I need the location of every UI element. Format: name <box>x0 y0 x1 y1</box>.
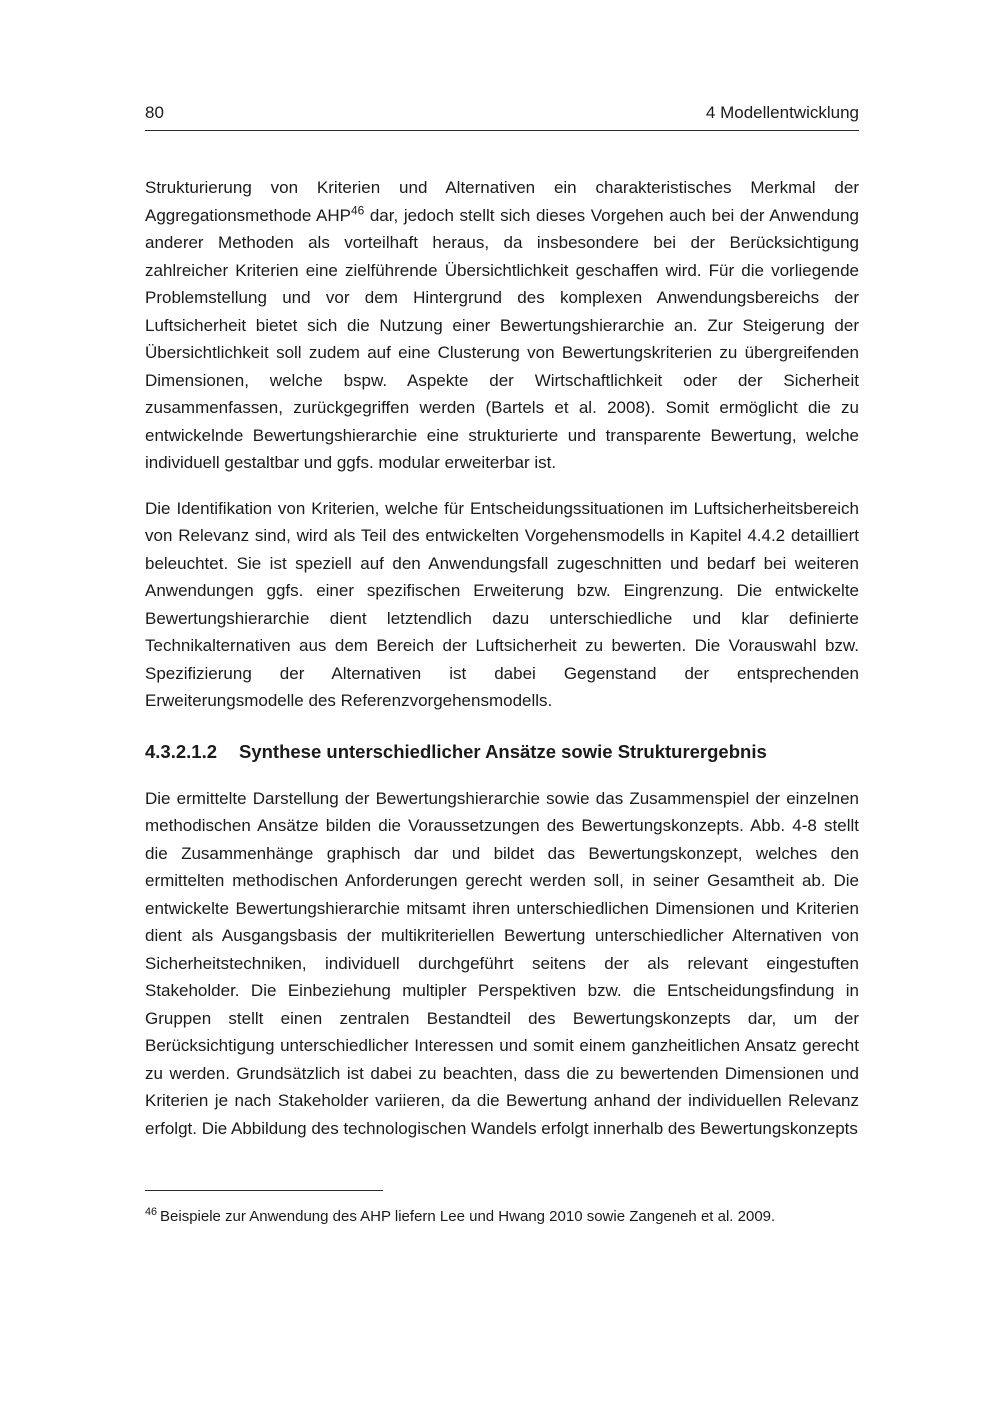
section-heading <box>145 741 859 763</box>
paragraph-1 <box>145 174 859 477</box>
paragraph-2: Die Identifikation von Kriterien, welche für Entscheidungssituationen im Luftsicherheitsbereich von Relevanz sind, wird als Teil des entwickelten Vorgehensmodells in Kapitel 4.4.2 detailliert beleuchtet. Sie ist speziell auf den Anwendungsfall zugeschnitten und bedarf bei weiteren Anwendungen ggfs. einer spezifischen Erweiterung bzw. Eingrenzung. Die entwickelte Bewertungshierarchie dient letztendlich dazu unterschiedliche und klar definierte Technikalternativen aus dem Bereich der Luftsicherheit zu bewerten. Die Vorauswahl bzw. Spezifizierung der Alternativen ist dabei Gegenstand der entsprechenden Erweiterungsmodelle des Referenzvorgehensmodells. <box>145 498 859 710</box>
paragraph-3: Die ermittelte Darstellung der Bewertungshierarchie sowie das Zusammenspiel der einzelnen methodischen Ansätze bilden die Voraussetzungen des Bewertungskonzepts. Abb. 4-8 stellt die Zusammenhänge graphisch dar und bildet das Bewertungskonzept, welches den ermittelten methodischen Anforderungen gerecht werden soll, in seiner Gesamtheit ab. Die entwickelte Bewertungshierarchie mitsamt ihren unterschiedlichen Dimensionen und Kriterien dient als Ausgangsbasis der multikriteriellen Bewertung unterschiedlicher Alternativen von Sicherheitstechniken, individuell durchgeführt seitens der als relevant eingestuften Stakeholder. Die Einbeziehung multipler Perspektiven bzw. die Entscheidungsfindung in Gruppen stellt einen zentralen Bestandteil des Bewertungskonzepts dar, um der Berücksichtigung unterschiedlicher Interessen und somit einem ganzheitlichen Ansatz gerecht zu werden. Grundsätzlich ist dabei zu beachten, dass die zu bewertenden Dimensionen und Kriterien je nach Stakeholder variieren, da die Bewertung anhand der individuellen Relevanz erfolgt. Die Abbildung des technologischen Wandels erfolgt innerhalb des Bewertungskonzepts <box>145 788 859 1138</box>
footnote-reference-46: 46 <box>350 202 365 217</box>
page-number: 80 <box>145 103 164 122</box>
content-column <box>145 103 859 1160</box>
section-number: 4.3.2.1.2 <box>145 740 218 762</box>
footnote-marker: 46 <box>145 1206 158 1218</box>
paragraph-1-continuation: dar, jedoch stellt sich dieses Vorgehen auch bei der Anwendung anderer Methoden als vorteilhaft heraus, da insbesondere bei der Berücksichtigung zahlreicher Kriterien eine zielführende Übersichtlichkeit geschaffen wird. Für die vorliegende Problemstellung und vor dem Hintergrund des komplexen Anwendungsbereichs der Luftsicherheit bietet sich die Nutzung einer Bewertungshierarchie an. Zur Steigerung der Übersichtlichkeit soll zudem auf eine Clusterung von Bewertungskriterien zu übergreifenden Dimensionen, welche bspw. Aspekte der Wirtschaftlichkeit oder der Sicherheit zusammenfassen, zurückgegriffen werden (Bartels et al. 2008). Somit ermöglicht die zu entwickelnde Bewertungshierarchie eine strukturierte und transparente Bewertung, welche individuell gestaltbar und ggfs. modular erweiterbar ist. <box>145 205 859 472</box>
page-header <box>145 103 859 131</box>
footnote <box>145 1206 859 1228</box>
footnote-text: Beispiele zur Anwendung des AHP liefern Lee und Hwang 2010 sowie Zangeneh et al. 2009. <box>160 1208 776 1225</box>
footnote-separator-rule <box>145 1190 383 1191</box>
paragraph-1-text: Strukturierung von Kriterien und Alternativen ein charakteristisches Merkmal der Aggregationsmethode AHP <box>145 178 859 225</box>
section-title: Synthese unterschiedlicher Ansätze sowie Strukturergebnis <box>239 740 767 762</box>
page-body <box>145 174 859 1142</box>
running-chapter-title: 4 Modellentwicklung <box>705 103 859 122</box>
footnote-area <box>145 1190 859 1228</box>
